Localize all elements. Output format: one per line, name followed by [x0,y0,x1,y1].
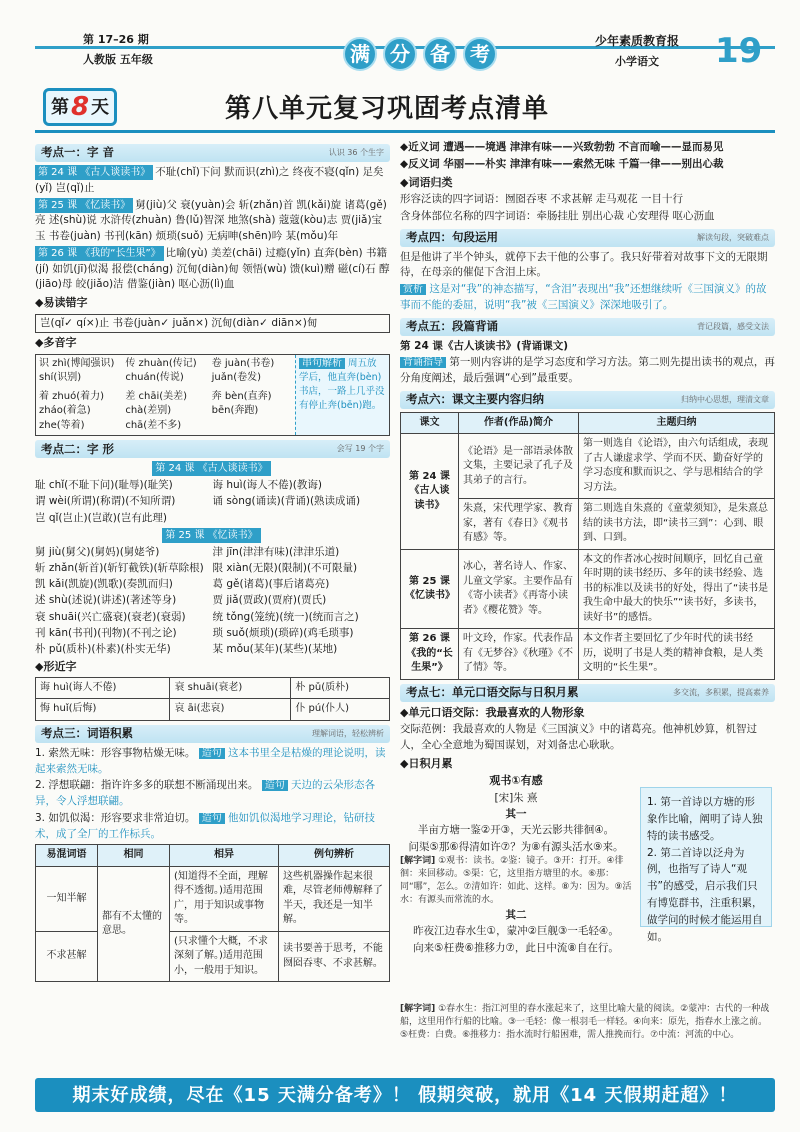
poem-side-note: 1. 第一首诗以方塘的形象作比喻，阐明了诗人独特的读书感受。 2. 第二首诗以泛舟为例，也指写了诗人“观书”的感受，启示我们只有博览群书，注重积累，做学问的时候才能运用自如。 [640,787,772,927]
classification-heading: ◆词语归类 [400,175,453,189]
note-tag: 串句解析 [299,358,345,369]
poem-note-2 [400,1003,775,1042]
recite-line: 第 24 课《古人谈读书》(背诵课文) [400,339,569,352]
vocab-example: 天边的云朵形态各异，令人浮想联翩。 [35,779,376,808]
lesson-24-glyph-tag-wrap [35,461,390,477]
poem-title: 观书①有感 [489,774,543,788]
table-cell: 仆 pú(仆人) [291,699,390,721]
polyphone-heading: ◆多音字 [35,336,77,350]
analysis-text: 这是对“我”的神态描写，“含泪”表现出“我”还想继续听《三国演义》的故事而不能的委屈，说明“我”被《三国演义》深深地吸引了。 [400,283,767,311]
column-header: 课文 [401,412,459,434]
section-title: 考点五：段篇背诵 [406,318,498,333]
column-header: 例句辨析 [278,845,389,867]
logo-char: 满 [343,37,377,71]
table-cell: 哀 āi(悲哀) [170,699,291,721]
section-hint: 归纳中心思想，理清文章 [681,394,769,404]
note-tag: [解字词] [400,855,436,866]
column-header: 作者(作品)简介 [459,412,579,434]
example-tag: 造句 [199,748,225,759]
polyphone-item: 卷 juàn(书卷) juǎn(卷发) [211,357,275,384]
table-row [401,629,775,680]
confusable-words-table [35,844,390,982]
guide-tag: 背诵指导 [400,357,446,368]
note-text: 周五放学后，他直奔(bèn)书店，一路上几乎没有停止奔(bēn)跑。 [299,357,385,411]
vocab-definition: 2. 浮想联翩：指许许多多的联想不断涌现出来。 [35,779,259,792]
accumulation-heading: ◆日积月累 [400,756,453,770]
section-hint: 背记段篇，感受文法 [697,321,769,331]
poem-text-area [400,773,632,956]
glyph-item: 衰 shuāi(兴亡盛衰)(衰老)(衰弱) [35,610,186,623]
column-header: 易混词语 [36,845,98,867]
vocab-definition: 3. 如饥似渴：形容要求非常迫切。 [35,811,196,824]
column-logo [335,30,505,78]
glyph-item [213,510,391,526]
poem-part-heading: 其一 [505,808,527,821]
shape-heading: ◆形近字 [35,660,77,674]
polyphone-item: 奔 bèn(直奔) bēn(奔跑) [211,390,272,417]
lesson-tag: 第 24 课 《古人谈读书》 [35,165,153,180]
table-header-row [401,412,775,434]
day-suffix: 天 [91,96,110,118]
lesson-tag: 第 24 课 《古人谈读书》 [152,461,270,476]
day-number: 8 [70,91,90,122]
vocab-item [35,811,390,843]
table-cell: 本文的作者冰心按时间顺序，回忆自己童年时期的读书经历、多年的读书经验、选书的标准以及读书的好处，得出了“读书是我生命中最大的快乐”“读书好，多读书，读好书”的感悟。 [579,549,775,629]
glyph-item: 谓 wèi(所谓)(称谓)(不知所谓) [35,495,176,508]
poem-line: 昨夜江边春水生①，蒙冲②巨舰③一毛轻④。 [413,925,619,938]
pronunciation-list: 不耻(chǐ)下问 默而识(zhì)之 终夜不寝(qǐn) 足矣(yǐ) 岂(qǐ)止 [35,166,384,194]
guide-text: 第一则内容讲的是学习态度和学习方法。第二则先提出读书的观点，再分角度阐述，最后强调“心到”最重要。 [400,356,775,384]
glyph-item: 凯 kǎi(凯旋)(凯歌)(奏凯而归) [35,578,173,591]
title-rule [35,130,775,133]
lesson-25-pronunciation [35,198,390,245]
glyph-item: 限 xiàn(无限)(限制)(不可限量) [212,561,358,574]
classification-line: 含身体部位名称的四字词语：牵肠挂肚 别出心裁 心安理得 呕心沥血 [400,209,715,222]
poem-note [400,855,632,907]
lesson-tag: 第 25 课 《忆读书》 [35,198,133,213]
lesson-25-glyph-tag-wrap [35,528,390,544]
table-cell: 不求甚解 [36,931,98,982]
glyph-item: 某 mǒu(某年)(某些)(某地) [212,643,338,656]
table-cell: 悔 huǐ(后悔) [36,699,170,721]
column-header: 相同 [98,845,170,867]
glyph-item: 葛 gě(诸葛)(事后诸葛亮) [212,578,330,591]
table-row [401,434,775,499]
section-title: 考点六：课文主要内容归纳 [406,392,544,407]
vocab-example: 他如饥似渴地学习理论，钻研技术，成了全厂的工作标兵。 [35,811,376,840]
table-row [36,677,390,699]
glyph-item: 斩 zhǎn(斩首)(斩钉截铁)(斩草除根) [35,561,204,574]
section-title: 考点三：词语积累 [41,726,133,741]
poem-line: 半亩方塘一鉴②开③，天光云影共徘徊④。 [417,824,615,837]
lesson-26-pronunciation [35,246,390,293]
synonyms-line: ◆近义词 遭遇——境遇 津津有味——兴致勃勃 不言而喻——显而易见 [400,141,724,153]
poem-part-heading: 其二 [505,909,527,921]
lesson-tag: 第 25 课 《忆读书》 [162,528,260,543]
section-header-pronunciation [35,144,390,162]
note-tag: [解字词] [400,1004,436,1015]
section-title: 考点四：句段运用 [406,229,498,244]
logo-char: 考 [463,37,497,71]
glyph-item: 诲 huì(诲人不倦)(教诲) [212,479,322,491]
section-hint: 认识 36 个生字 [328,148,384,157]
lesson-tag: 第 26 课 《我的“长生果”》 [35,246,164,261]
glyph-item: 诵 sòng(诵读)(背诵)(熟读成诵) [212,495,361,508]
glyph-item: 琐 suǒ(烦琐)(琐碎)(鸡毛琐事) [212,626,354,639]
table-cell: (只求懂个大概，不求深刻了解。)适用范围小，一般用于知识。 [170,931,279,982]
edition-label: 人教版 五年级 [83,53,153,66]
polyphone-item: 传 zhuàn(传记) chuán(传说) [125,357,197,384]
table-cell: 读书要善于思考，不能囫囵吞枣、不求甚解。 [278,931,389,982]
glyph-item: 统 tǒng(笼统)(统一)(统而言之) [212,610,359,623]
classification-line: 形容泛读的四字词语：囫囵吞枣 不求甚解 走马观花 一目十行 [400,193,684,205]
polyphone-box [35,354,390,437]
lesson-24-glyph [35,477,390,526]
pronunciation-list: 比喻(yù) 美差(chāi) 过瘾(yǐn) 直奔(bèn) 书籍(jí) 如饥(jī)似渴 报偿(cháng) 沉甸(diàn)甸 领悟(wù) 馈(kuì)赠 磁(cí)石 醇(jiāo)母 皎(jiǎo)洁 借鉴(jiàn) 呕心沥(lì)血 [35,246,390,291]
day-badge [43,88,117,126]
oral-heading: ◆单元口语交际：我最喜欢的人物形象 [400,705,585,719]
section-title: 考点一：字 音 [41,145,115,160]
table-cell: 第二则选自朱熹的《童蒙须知》，是朱熹总结的读书方法，即“读书三到”：心到、眼到、口到。 [579,499,775,550]
pronunciation-list: 舅(jiù)父 衰(yuàn)会 斩(zhǎn)首 凯(kǎi)旋 诸葛(gě)亮 述(shù)说 水浒传(zhuàn) 鲁(lǔ)智深 地煞(shà) 蔻蔻(kòu)志 贾(jiǎ)宝玉 书卷(juàn) 书刊(kān) 烦琐(suǒ) 无病呻(shēn)吟 某(mǒu)年 [35,198,387,242]
table-cell: 《论语》是一部语录体散文集，主要记录了孔子及其弟子的言行。 [459,434,579,499]
vocab-item [35,778,390,810]
vocab-example: 这本书里全是枯燥的理论说明，读起来索然无味。 [35,746,386,775]
glyph-item: 刊 kān(书刊)(刊物)(不刊之论) [35,626,177,639]
glyph-item: 述 shù(述说)(讲述)(著述等身) [35,594,177,607]
easy-wrong-box: 岂(qǐ✓ qí×)止 书卷(juàn✓ juǎn×) 沉甸(diàn✓ diān×)甸 [35,314,390,334]
vocab-item [35,746,390,778]
polyphone-item: 差 chāi(美差) chà(差别) chā(差不多) [125,390,188,431]
antonyms-line: ◆反义词 华丽——朴实 津津有味——索然无味 千篇一律——别出心裁 [400,157,724,170]
table-row [36,866,390,931]
lesson-25-glyph [35,544,390,658]
section-header-glyph [35,440,390,458]
poem-author: [宋]朱 熹 [494,791,538,804]
sentence-analysis [400,282,775,314]
table-cell: 第 25 课《忆读书》 [401,549,459,629]
table-cell: 都有不太懂的意思。 [98,866,170,982]
page-title: 第八单元复习巩固考点清单 [225,94,550,124]
example-tag: 造句 [199,813,225,824]
note-text: ①春水生：指江河里的春水涨起来了，这里比喻大量的阅读。②蒙冲：古代的一种战船，这里用作行船的比喻。③一毛轻：像一根羽毛一样轻。④向来：原先，指春水上涨之前。⑤枉费：白费。⑥推移力：指水流时行船困难，需人推挽而行。⑦中流：河流的中心。 [400,1004,770,1041]
lesson-24-pronunciation [35,165,390,197]
table-cell: 叶文玲，作家。代表作品有《无梦谷》《秋瑾》《不了情》等。 [459,629,579,680]
easy-wrong-heading: ◆易读错字 [35,296,88,309]
table-cell: 第 26 课《我的“长生果”》 [401,629,459,680]
title-row [35,84,775,134]
poem-line: 问渠⑤那⑥得清如许⑦？为⑧有源头活水⑨来。 [408,840,624,853]
left-column [35,140,390,982]
section-hint: 理解词语，轻松辨析 [312,728,384,738]
section-header-summary [400,391,775,409]
day-prefix: 第 [50,96,69,118]
poem-line: 向来⑤枉费⑥推移力⑦，此日中流⑧自在行。 [413,941,619,954]
analysis-tag: 赏析 [400,284,426,295]
subject-label: 小学语文 [615,55,659,68]
section-header-vocab [35,725,390,743]
shape-table [35,677,390,721]
page-number: 19 [715,31,763,71]
table-row [36,699,390,721]
polyphone-note [295,355,389,436]
table-row [36,931,390,982]
glyph-item: 朴 pǔ(质朴)(朴素)(朴实无华) [35,643,171,656]
polyphone-item: 识 zhì(博闻强识) shí(识别) [39,357,115,384]
logo-char: 备 [423,37,457,71]
vocab-definition: 1. 索然无味：形容事物枯燥无味。 [35,746,196,759]
column-header: 相异 [170,845,279,867]
logo-char: 分 [383,37,417,71]
section-header-recite [400,318,775,336]
poem-block [400,773,775,1003]
column-header: 主题归纳 [579,412,775,434]
table-cell: 本文作者主要回忆了少年时代的读书经历，说明了书是人类的精神食粮，是人类文明的“长生果”。 [579,629,775,680]
lesson-summary-table [400,412,775,680]
note-text: ①观书：读书。②鉴：镜子。③开：打开。④徘徊：来回移动。⑤渠：它，这里指方塘里的水。⑥那：同“哪”，怎么。⑦清如许：如此、这样。⑧为：因为。⑨活水：有源头而常流的水。 [400,855,632,905]
section-hint: 会写 19 个字 [336,444,384,454]
table-cell: 朴 pǔ(质朴) [291,677,390,699]
table-cell: 第 24 课《古人谈读书》 [401,434,459,550]
recite-guide [400,355,775,387]
sentence-text: 但是他讲了半个钟头，就停下去干他的公事了。我只好带着对故事下文的无限期待，在母亲的催促下含泪上床。 [400,250,768,279]
issue-number: 第 17–26 期 [83,33,149,46]
paper-name: 少年素质教育报 [595,34,680,48]
section-hint: 解读句段，突破难点 [697,232,769,242]
section-title: 考点二：字 形 [41,441,115,456]
oral-example: 交际范例：我最喜欢的人物是《三国演义》中的诸葛亮。他神机妙算，机智过人，全心全意地为蜀国谋划，对刘备忠心耿耿。 [400,723,757,751]
glyph-item: 舅 jiù(舅父)(舅妈)(舅姥爷) [35,545,160,558]
polyphone-item: 着 zhuó(着力) zháo(着急) zhe(等着) [39,390,105,431]
table-cell: 冰心，著名诗人、作家、儿童文学家。主要作品有《寄小读者》《再寄小读者》《樱花赞》等。 [459,549,579,629]
table-cell: 第一则选自《论语》，由六句话组成，表现了古人谦虚求学、学而不厌、勤奋好学的学习态度和默而识之、学与思相结合的学习方法。 [579,434,775,499]
table-row [401,549,775,629]
glyph-item: 贾 jiǎ(贾政)(贾府)(贾氏) [212,594,327,607]
table-cell: (知道得不全面，理解得不透彻。)适用范围广，用于知识或事物等。 [170,866,279,931]
table-cell: 这些机器操作起来很难，尽管老师傅解释了半天，我还是一知半解。 [278,866,389,931]
table-cell: 诲 huì(诲人不倦) [36,677,170,699]
section-hint: 多交流，多积累，提高素养 [673,687,769,697]
footer-banner: 期末好成绩，尽在《15 天满分备考》！ 假期突破，就用《14 天假期赶超》！ [35,1078,775,1112]
table-cell: 朱熹，宋代理学家、教育家，著有《春日》《观书有感》等。 [459,499,579,550]
glyph-item: 津 jīn(津津有味)(津津乐道) [212,545,340,558]
right-column [400,140,775,1042]
glyph-item: 岂 qǐ(岂止)(岂敢)(岂有此理) [35,511,167,524]
glyph-item: 耻 chǐ(不耻下问)(耻辱)(耻笑) [35,479,173,491]
section-header-sentence [400,229,775,247]
section-title: 考点七：单元口语交际与日积月累 [406,685,579,700]
table-header-row [36,845,390,867]
example-tag: 造句 [262,780,288,791]
table-cell: 一知半解 [36,866,98,931]
table-cell: 衰 shuāi(衰老) [170,677,291,699]
section-header-oral [400,684,775,702]
